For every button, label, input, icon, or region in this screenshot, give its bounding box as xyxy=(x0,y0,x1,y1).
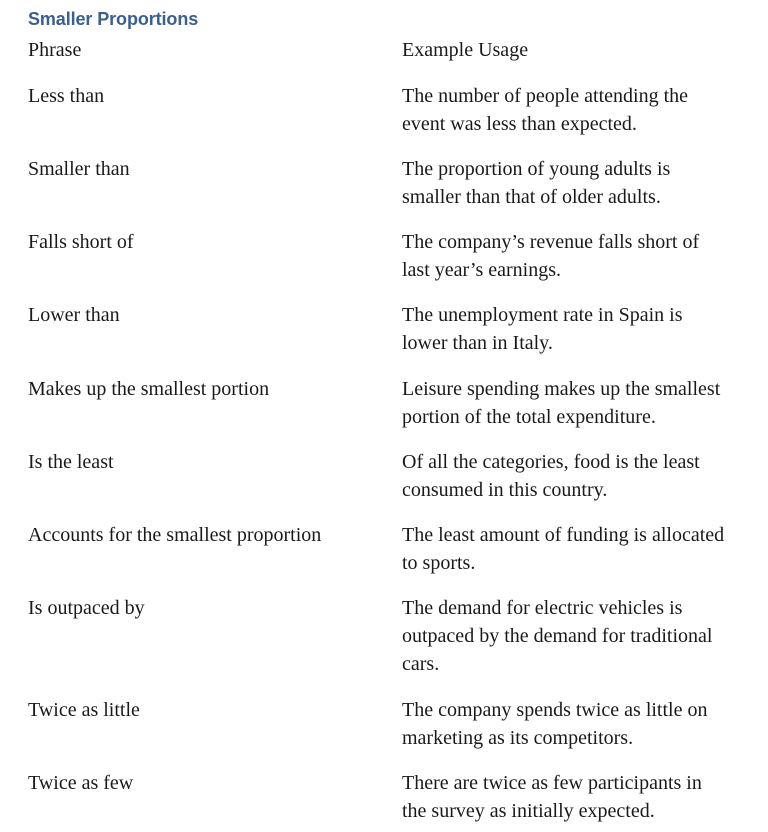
example-line: The proportion of young adults is xyxy=(402,158,671,180)
example-line: The company spends twice as little on xyxy=(402,699,708,721)
example-line: The number of people attending the xyxy=(402,85,689,107)
example-cell xyxy=(402,228,764,284)
phrase-cell: Makes up the smallest portion xyxy=(28,378,270,400)
example-cell xyxy=(402,696,764,752)
example-line: consumed in this country. xyxy=(402,479,608,501)
column-header-example: Example Usage xyxy=(402,39,529,61)
example-line: There are twice as few participants in xyxy=(402,772,702,794)
example-cell xyxy=(402,769,764,825)
example-line: marketing as its competitors. xyxy=(402,727,634,749)
table-header-row xyxy=(28,36,764,64)
phrase-cell: Accounts for the smallest proportion xyxy=(28,524,322,546)
phrase-cell: Falls short of xyxy=(28,231,134,253)
example-line: smaller than that of older adults. xyxy=(402,186,661,208)
example-cell xyxy=(402,155,764,211)
example-line: event was less than expected. xyxy=(402,113,637,135)
phrase-cell: Is outpaced by xyxy=(28,597,145,619)
example-cell xyxy=(402,448,764,504)
phrase-cell: Less than xyxy=(28,85,105,107)
example-line: Leisure spending makes up the smallest xyxy=(402,378,721,400)
phrase-cell: Is the least xyxy=(28,451,114,473)
example-cell xyxy=(402,521,764,577)
example-line: portion of the total expenditure. xyxy=(402,406,656,428)
column-header-phrase: Phrase xyxy=(28,39,82,61)
example-line: lower than in Italy. xyxy=(402,332,553,354)
example-line: last year’s earnings. xyxy=(402,259,562,281)
example-line: The least amount of funding is allocated xyxy=(402,524,725,546)
example-line: the survey as initially expected. xyxy=(402,800,655,822)
phrase-cell: Twice as little xyxy=(28,699,140,721)
example-cell xyxy=(402,82,764,138)
example-line: The unemployment rate in Spain is xyxy=(402,304,683,326)
phrase-cell: Lower than xyxy=(28,304,120,326)
section-heading: Smaller Proportions xyxy=(28,9,199,29)
example-line: outpaced by the demand for traditional xyxy=(402,625,713,647)
phrase-cell: Smaller than xyxy=(28,158,130,180)
phrase-cell: Twice as few xyxy=(28,772,134,794)
example-line: The company’s revenue falls short of xyxy=(402,231,700,253)
example-line: Of all the categories, food is the least xyxy=(402,451,700,473)
phrase-table xyxy=(28,36,764,822)
example-line: cars. xyxy=(402,653,440,675)
example-cell xyxy=(402,301,764,357)
example-line: The demand for electric vehicles is xyxy=(402,597,683,619)
example-cell xyxy=(402,594,764,678)
example-cell xyxy=(402,375,764,431)
example-line: to sports. xyxy=(402,552,476,574)
